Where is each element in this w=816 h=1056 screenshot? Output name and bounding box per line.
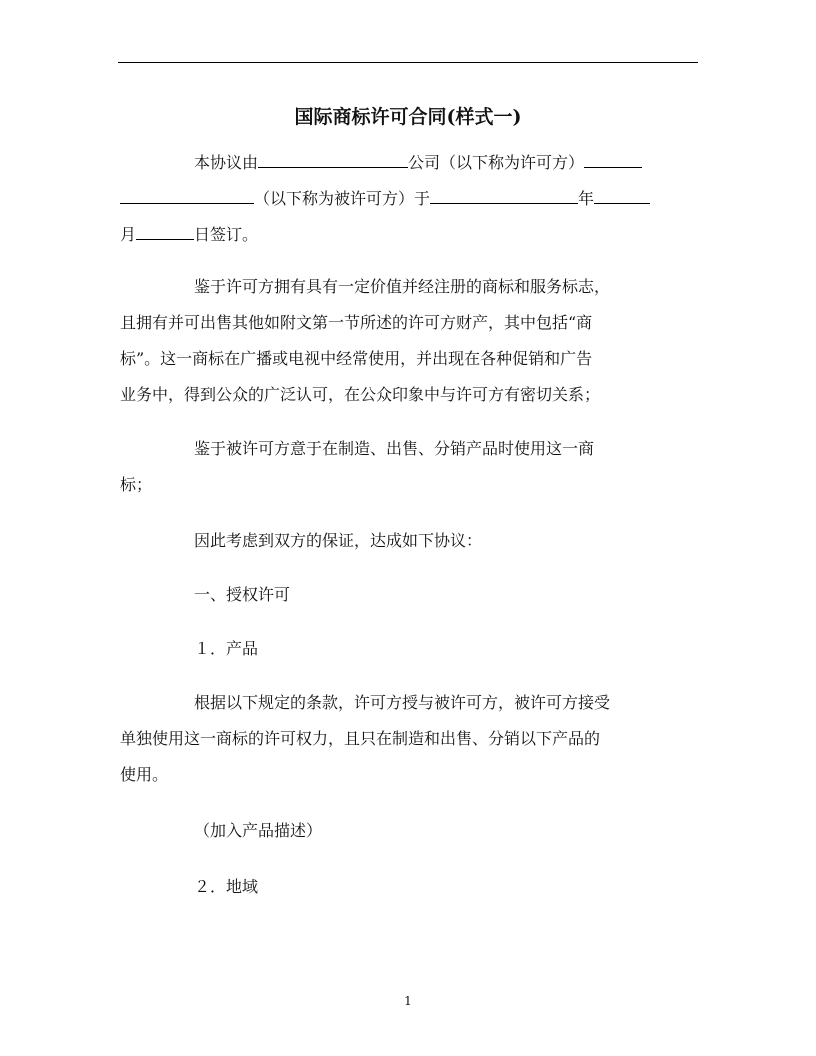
intro-line-2 — [120, 186, 700, 210]
paragraph-line: 因此考虑到双方的保证，达成如下协议： — [194, 531, 483, 550]
paragraph-line: 业务中，得到公众的广泛认可，在公众印象中与许可方有密切关系； — [120, 385, 601, 404]
paragraph-line: 鉴于被许可方意于在制造、出售、分销产品时使用这一商 — [194, 439, 595, 458]
paragraph-line: 且拥有并可出售其他如附文第一节所述的许可方财产，其中包括“商 — [120, 313, 593, 332]
intro-text: 年 — [578, 189, 595, 208]
intro-text: 本协议由 — [194, 153, 259, 172]
intro-text: （以下称为被许可方）于 — [254, 189, 431, 208]
paragraph-line: 标； — [120, 475, 153, 494]
intro-line-1 — [194, 150, 774, 174]
product-description-placeholder: （加入产品描述） — [194, 821, 323, 840]
intro-text: 公司（以下称为许可方） — [408, 153, 585, 172]
paragraph-line: 单独使用这一商标的许可权力，且只在制造和出售、分销以下产品的 — [120, 729, 601, 748]
header-rule — [118, 62, 698, 63]
blank-licensor-company — [258, 150, 408, 168]
item-heading: １．产品 — [194, 639, 259, 658]
page-number: 1 — [404, 994, 412, 1008]
section-heading: 一、授权许可 — [194, 585, 291, 604]
paragraph-line: 根据以下规定的条款，许可方授与被许可方，被许可方接受 — [194, 693, 611, 712]
blank-year — [430, 186, 578, 204]
paragraph-line: 鉴于许可方拥有具有一定价值并经注册的商标和服务标志， — [194, 277, 611, 296]
intro-text: 月 — [120, 225, 137, 244]
paragraph-line: 标”。这一商标在广播或电视中经常使用，并出现在各种促销和广告 — [120, 349, 593, 368]
blank-month — [594, 186, 650, 204]
blank-licensee-part2 — [120, 186, 254, 204]
blank-licensee-part1 — [584, 150, 642, 168]
intro-line-3 — [120, 222, 700, 246]
intro-text: 日签订。 — [194, 225, 259, 244]
paragraph-line: 使用。 — [120, 765, 169, 784]
item-heading: ２．地域 — [194, 877, 259, 896]
blank-day — [136, 222, 194, 240]
document-title: 国际商标许可合同(样式一) — [294, 106, 522, 128]
